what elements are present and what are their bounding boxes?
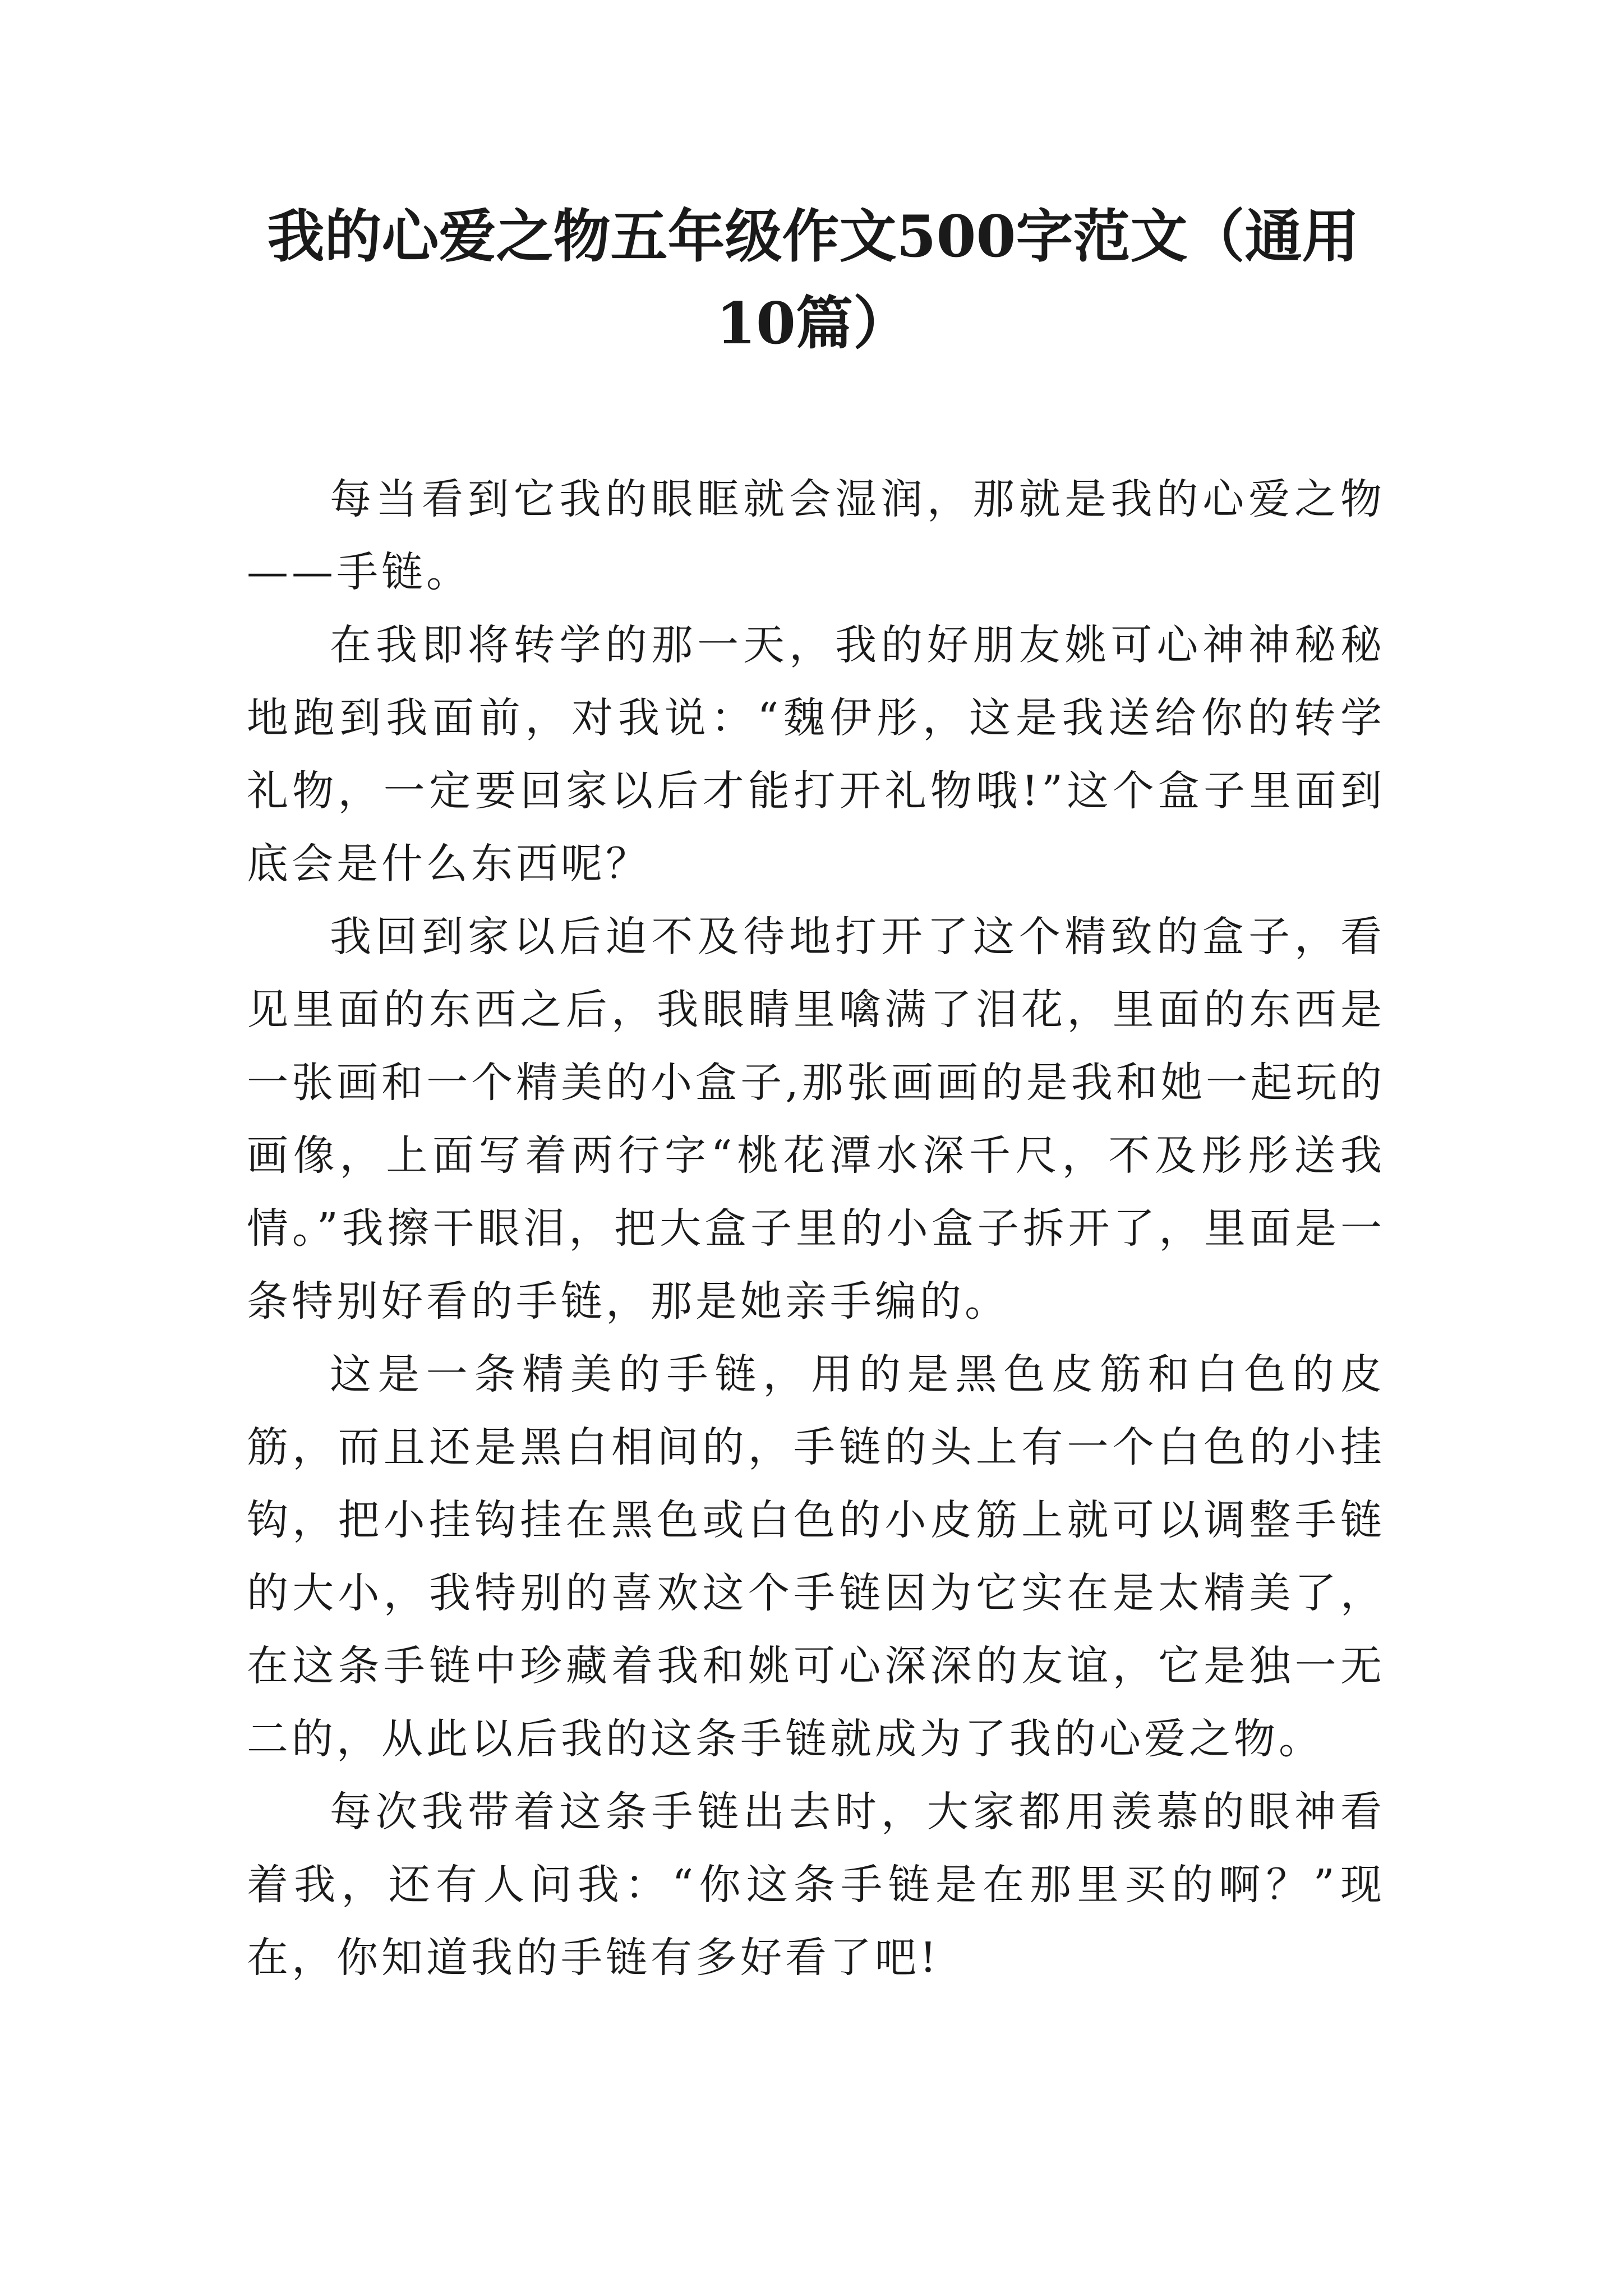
paragraph: 每当看到它我的眼眶就会湿润，那就是我的心爱之物——手链。 <box>247 475 1385 596</box>
paragraph: 每次我带着这条手链出去时，大家都用羡慕的眼神看着我，还有人问我：“你这条手链是在那里买的啊？”现在，你知道我的手链有多好看了吧! <box>247 1788 1385 1982</box>
document-title: 我的心爱之物五年级作文500字范文（通用10篇） <box>267 203 1359 357</box>
paragraph: 在我即将转学的那一天，我的好朋友姚可心神神秘秘地跑到我面前，对我说：“魏伊彤，这是我送给你的转学礼物，一定要回家以后才能打开礼物哦!”这个盒子里面到底会是什么东西呢？ <box>247 621 1385 888</box>
paragraph: 这是一条精美的手链，用的是黑色皮筋和白色的皮筋，而且还是黑白相间的，手链的头上有一个白色的小挂钩，把小挂钩挂在黑色或白色的小皮筋上就可以调整手链的大小，我特别的喜欢这个手链因为它实在是太精美了，在这条手链中珍藏着我和姚可心深深的友谊，它是独一无二的，从此以后我的这条手链就成为了我的心爱之物。 <box>247 1350 1385 1763</box>
paragraph: 我回到家以后迫不及待地打开了这个精致的盒子，看见里面的东西之后，我眼睛里噙满了泪花，里面的东西是一张画和一个精美的小盒子,那张画画的是我和她一起玩的画像，上面写着两行字“桃花潭水深千尺，不及彤彤送我情。”我擦干眼泪，把大盒子里的小盒子拆开了，里面是一条特别好看的手链，那是她亲手编的。 <box>247 913 1385 1326</box>
document-body <box>247 463 1385 1994</box>
